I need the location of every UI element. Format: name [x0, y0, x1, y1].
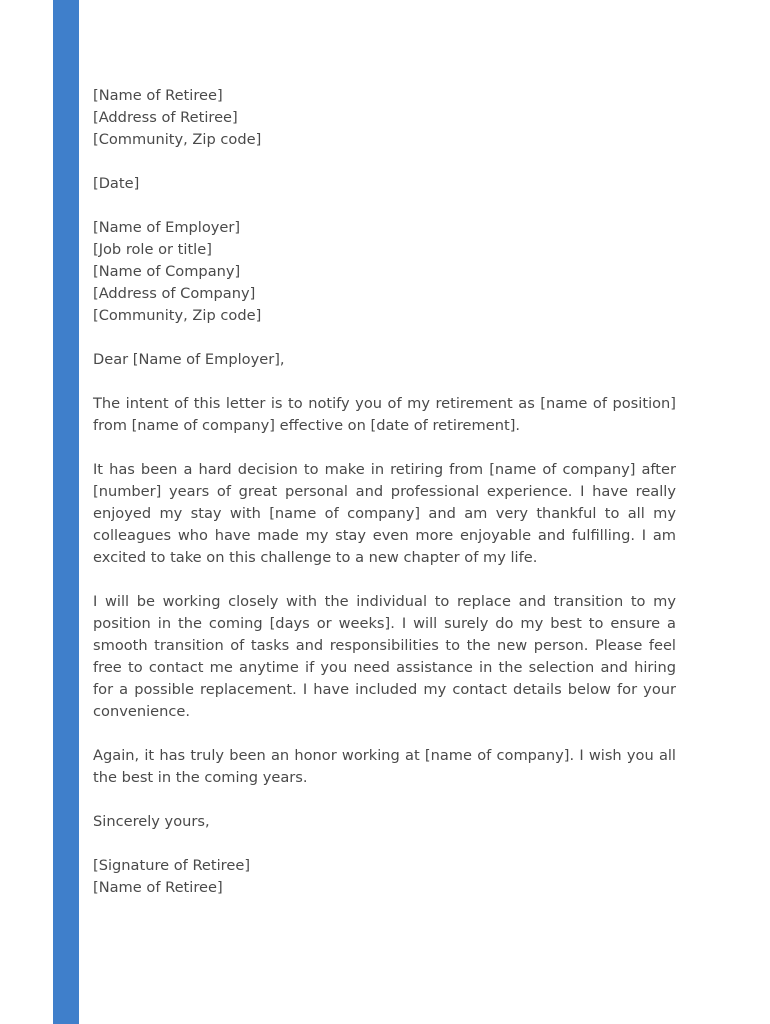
- recipient-address-block: [93, 217, 676, 327]
- body-paragraph-decision: It has been a hard decision to make in retiring from [name of company] after [number] years of great personal and professional experience. I have really enjoyed my stay with [name of company] and am very thankful to all my colleagues who have made my stay even more enjoyable and fulfilling. I am excited to take on this challenge to a new chapter of my life.: [93, 461, 676, 566]
- sender-community: [Community, Zip code]: [93, 131, 262, 148]
- retirement-letter: [93, 85, 676, 921]
- body-paragraph-transition: I will be working closely with the individual to replace and transition to my position in the coming [days or weeks]. I will surely do my best to ensure a smooth transition of tasks and responsibilities to the new person. Please feel free to contact me anytime if you need assistance in the selection and hiring for a possible replacement. I have included my contact details below for your convenience.: [93, 593, 676, 720]
- recipient-job-role: [Job role or title]: [93, 241, 212, 258]
- salutation: [93, 349, 676, 371]
- recipient-company: [Name of Company]: [93, 263, 241, 280]
- sender-name: [Name of Retiree]: [93, 87, 223, 104]
- date-block: [93, 173, 676, 195]
- letter-date: [Date]: [93, 175, 140, 192]
- signature-block: [93, 855, 676, 899]
- sender-address: [Address of Retiree]: [93, 109, 238, 126]
- body-paragraph-intent: The intent of this letter is to notify you of my retirement as [name of position] from [name of company] effective on [date of retirement].: [93, 395, 676, 434]
- salutation-text: Dear [Name of Employer],: [93, 351, 285, 368]
- recipient-community: [Community, Zip code]: [93, 307, 262, 324]
- body-paragraph-farewell: Again, it has truly been an honor working at [name of company]. I wish you all the best in the coming years.: [93, 747, 676, 786]
- accent-side-bar: [53, 0, 79, 1024]
- closing: [93, 811, 676, 833]
- signature-name: [Name of Retiree]: [93, 879, 223, 896]
- recipient-name: [Name of Employer]: [93, 219, 241, 236]
- sender-address-block: [93, 85, 676, 151]
- recipient-address: [Address of Company]: [93, 285, 256, 302]
- closing-text: Sincerely yours,: [93, 813, 210, 830]
- signature-line: [Signature of Retiree]: [93, 857, 251, 874]
